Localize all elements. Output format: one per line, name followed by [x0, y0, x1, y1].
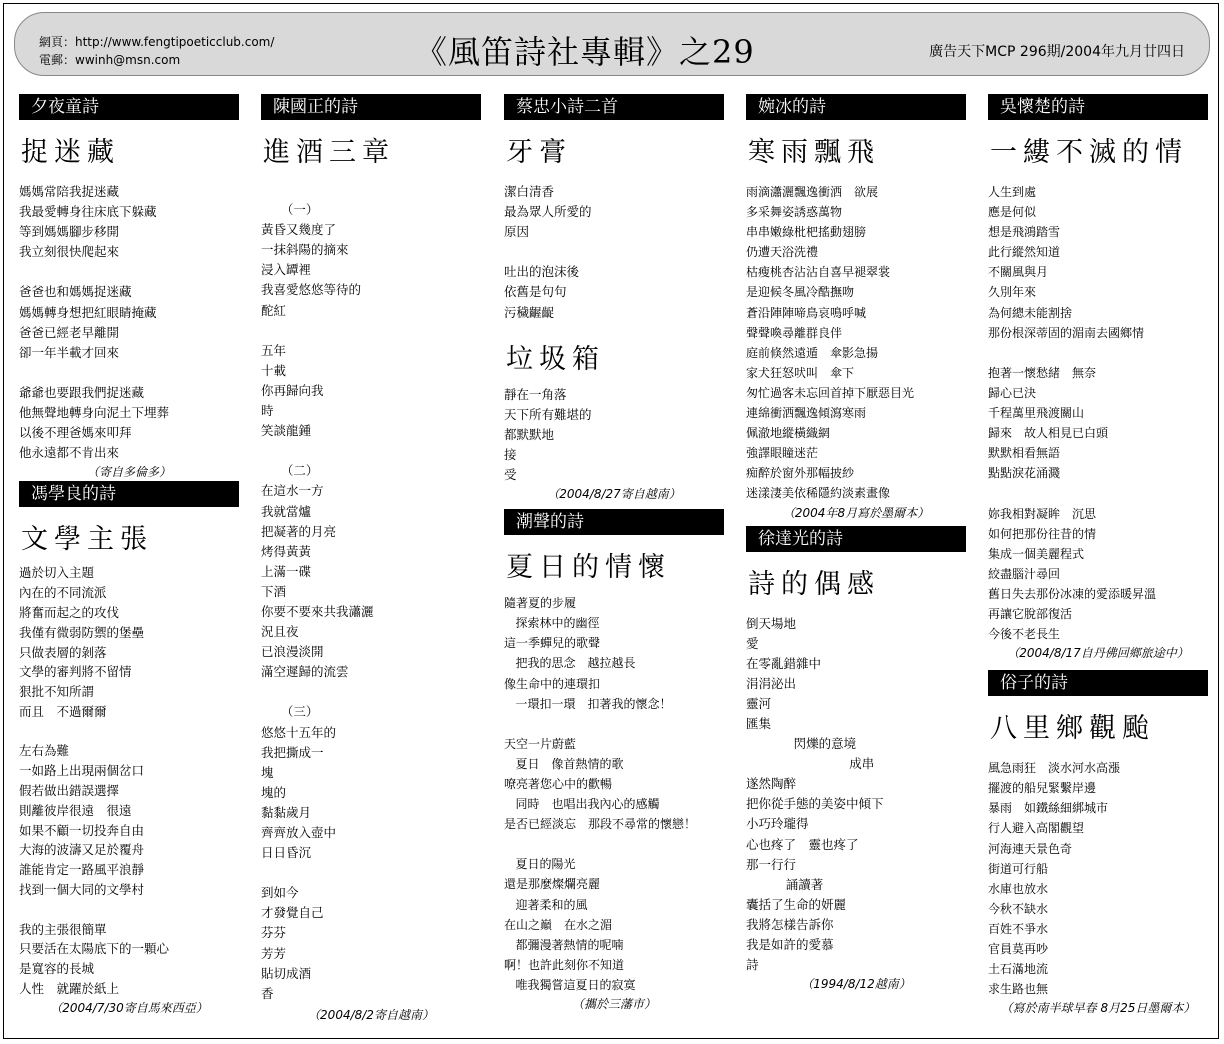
- poem-title: 一縷不滅的情: [990, 137, 1188, 168]
- poem-body: 雨滴瀟灑飄逸衝洒 欲展 多采舞姿誘惑萬物 串串嫩綠枇杷搖動翅膀 仍遭天浴洗禮 枯瘦桃杏沾沾自喜早褪翠裳 是迎候冬風冷酷撫吻 蒼沿陣陣啼鳥哀鳴呼喊 聲聲喚尋離群良伴 庭前倏然遠遁 傘影急揚 家犬狂怒吠叫 傘下 匆忙過客未忘回首掉下厭惡目光 連綿衝洒飄逸傾瀉寒雨 佩澈地縱橫織網 強譯眼瞳迷茫 痴醉於窗外那幅披紗 迷漾淒美依稀隱約淡素畫像: [746, 185, 915, 501]
- column-3: [504, 94, 724, 1013]
- contact-info: [39, 33, 274, 69]
- poem-body: （一） 黃昏又幾度了 一抹斜陽的摘來 浸入罈裡 我喜愛悠悠等待的 酡紅 五年 十載 你再歸向我 時 笑談龍鍾 （二） 在這水一方 我就當爐 把凝著的月亮 烤得黃黃 上滿一碟 下酒 你要不要來共我瀟灑 況且夜 已浪漫淡開 滿空遲歸的流雲 （三） 悠悠十五年的 我把撕成一 塊 塊的 黏黏歲月 齊齊放入壺中 日日昏沉 到如今 才發覺自己 芬芬 芳芳 貼切成酒 香: [261, 202, 374, 1001]
- poem-body: 隨著夏的步履 探索林中的幽徑 這一季蟬兒的歌聲 把我的思念 越拉越長 像生命中的連環扣 一環扣一環 扣著我的懷念！ 天空一片蔚藍 夏日 像首熱情的歌 嘹亮著您心中的歡暢 同時 也唱出我內心的感觸 是否已經淡忘 那段不尋常的懷戀！ 夏日的陽光 還是那麼燦爛亮麗 迎著柔和的風 在山之巔 在水之湄 都彌漫著熱情的呢喃 啊！也許此刻你不知道 唯我獨嘗這夏日的寂寞: [504, 596, 697, 992]
- column-1: [19, 94, 239, 1017]
- author-header: 徐達光的詩: [746, 526, 966, 552]
- column-2: [261, 94, 481, 1024]
- poem-source: （2004/8/2寄自越南）: [308, 1007, 434, 1022]
- poem-source: （攜於三藩市）: [571, 997, 656, 1011]
- website-text: 網頁：http://www.fengtipoeticclub.com/: [39, 35, 275, 49]
- poem-source: （寫於南半球早春 8月25日墨爾本）: [1000, 1001, 1196, 1016]
- poem-title: 八里鄉觀颱: [990, 713, 1155, 745]
- header-banner: [14, 12, 1210, 76]
- column-5: [988, 94, 1208, 1017]
- poem-source: （2004/8/27寄自越南）: [547, 487, 681, 502]
- column-4: [746, 94, 966, 993]
- poem-body: 風急雨狂 淡水河水高漲 擺渡的船兒緊繫岸邊 暴雨 如鐵絲細綁城市 行人避入高閣觀望 河海連天景色奇 街道可行船 水庫也放水 今秋不缺水 百姓不爭水 官員莫再吵 土石滿地流 求生路也無: [988, 761, 1121, 997]
- poem-body: 媽媽常陪我捉迷藏 我最愛轉身往床底下躲藏 等到媽媽腳步移開 我立刻很快爬起來 爸爸也和媽媽捉迷藏 媽媽轉身想把紅眼睛掩藏 爸爸已經老早離開 卻一年半載才回來 爺爺也要跟我們捉迷藏 他無聲地轉身向泥土下埋葬 以後不理爸媽來叩拜 他永遠都不肯出來: [19, 184, 170, 461]
- poem-body: 潔白清香 最為眾人所愛的 原因 吐出的泡沫後 依舊是句句 污穢齷齪: [504, 184, 592, 320]
- poem-body: 過於切入主題 內在的不同流派 將奮而起之的攻伐 我僅有微弱防禦的堡壘 只做表層的剝落 文學的審判將不留情 狠批不知所謂 而且 不過爾爾 左右為難 一如路上出現兩個岔口 假若做出錯誤選擇 則離彼岸很遠 很遠 如果不顧一切投奔自由 大海的波濤又足於覆舟 誰能肯定一路風平浪靜 找到一個大同的文學村 我的主張很簡單 只要活在太陽底下的一顆心 是寬容的長城 人性 就躍於紙上: [19, 565, 170, 997]
- poem-title: 捉迷藏: [21, 137, 120, 168]
- poem-title: 垃圾箱: [506, 343, 605, 375]
- poem-title: 夏日的情懷: [506, 552, 671, 584]
- author-header: 吳懷楚的詩: [988, 94, 1208, 120]
- author-header: 馮學良的詩: [19, 481, 239, 507]
- author-header: 俗子的詩: [988, 670, 1208, 696]
- author-header: 陳國正的詩: [261, 94, 481, 120]
- newspaper-page: [3, 3, 1219, 1039]
- poem-source: （2004/7/30寄自馬來西亞）: [50, 1000, 208, 1015]
- poem-body: 靜在一角落 天下所有難堪的 都默默地 接 受: [504, 386, 592, 483]
- poem-title: 進酒三章: [263, 137, 395, 168]
- poem-body: 人生到處 應是何似 想是飛鴻踏雪 此行縱然知道 不關風與月 久別年來 為何總未能割捨 那份根深蒂固的湄南去國鄉情 抱著一懷愁緒 無奈 歸心已決 千程萬里飛渡關山 歸來 故人相見已白頭 默默相看無語 點點淚花涌濺 妳我相對凝眸 沉思 如何把那份往昔的情 集成一個美麗程式 絞盡腦汁尋回 舊日失去那份冰凍的愛添暖昇溫 再讓它脫部復活 今後不老長生: [988, 185, 1157, 642]
- publication-info: 廣告天下MCP 296期/2004年九月廿四日: [929, 44, 1185, 60]
- poem-source: （2004/8/17自丹佛回鄉旅途中）: [1007, 646, 1189, 661]
- poem-title: 詩的偶感: [748, 568, 880, 600]
- author-header: 蔡忠小詩二首: [504, 94, 724, 120]
- poem-title: 牙膏: [506, 137, 572, 168]
- poem-title: 文學主張: [21, 524, 153, 556]
- page-title: 《風笛詩社專輯》之29: [415, 33, 755, 71]
- poem-source: （寄自多倫多）: [86, 465, 171, 480]
- email-text: 電郵：wwinh@msn.com: [39, 53, 181, 67]
- poem-title: 寒雨飄飛: [748, 137, 880, 168]
- poem-body: 倒天場地 愛 在零亂錯雜中 涓涓泌出 靈河 匯集 閃爍的意境 成串 遂然陶醉 把你從手態的美姿中傾下 小巧玲瓏得 心也疼了 靈也疼了 那一行行 誦讀著 囊括了生命的妍麗 我將怎樣告訴你 我是如許的愛慕 詩: [746, 615, 884, 973]
- author-header: 夕夜童詩: [19, 94, 239, 120]
- author-header: 潮聲的詩: [504, 509, 724, 535]
- author-header: 婉冰的詩: [746, 94, 966, 120]
- poem-source: （1994/8/12越南）: [801, 977, 911, 992]
- poem-source: （2004年8月寫於墨爾本）: [782, 505, 930, 520]
